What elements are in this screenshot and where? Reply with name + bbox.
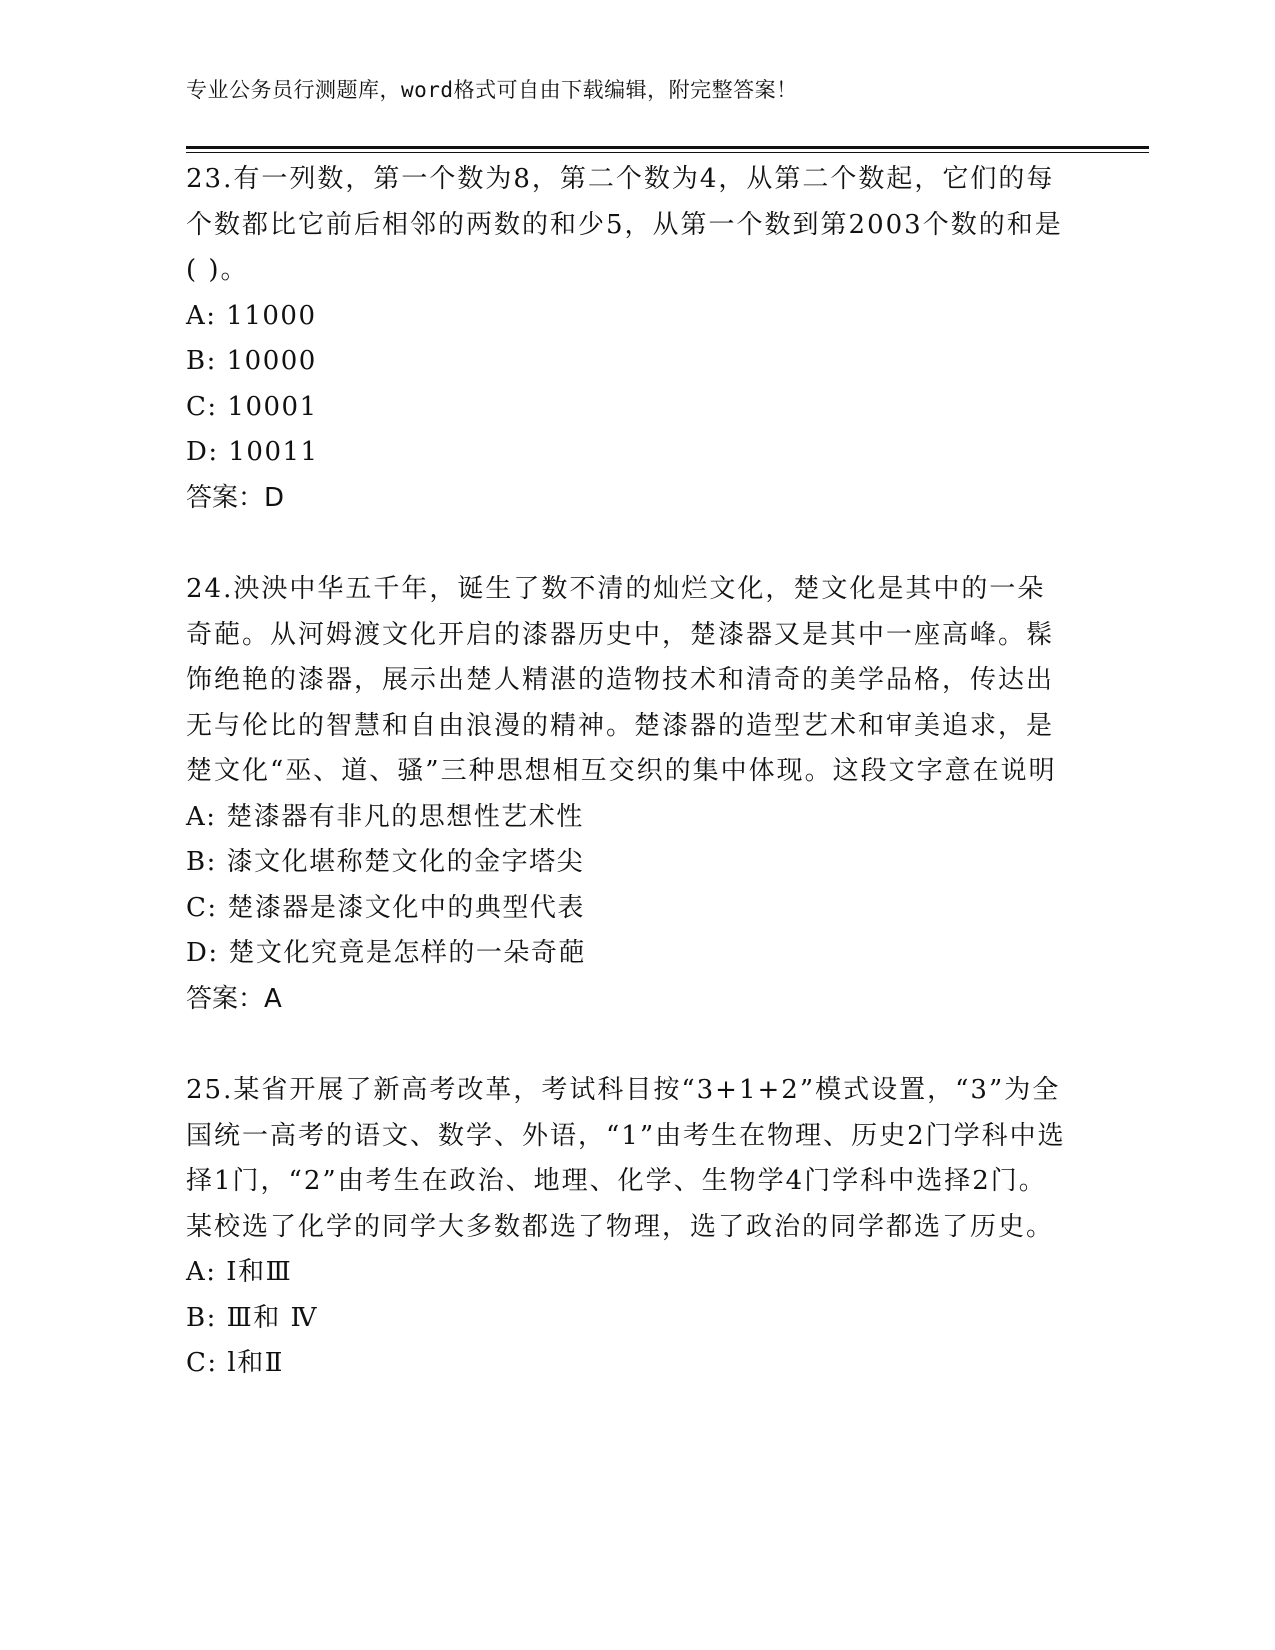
question-23 (186, 157, 1066, 521)
question-text: 23.有一列数，第一个数为8，第二个数为4，从第二个数起，它们的每个数都比它前后相邻的两数的和少5，从第一个数到第2003个数的和是( )。 (186, 164, 1063, 285)
option-c: C: l和Ⅱ (186, 1348, 284, 1378)
question-24 (186, 567, 1066, 1022)
header-rule-thin (186, 152, 1149, 153)
option-c: C: 10001 (186, 391, 318, 422)
option-a: A: 楚漆器有非凡的思想性艺术性 (186, 801, 584, 832)
answer: 答案：D (186, 482, 285, 513)
option-b: B: Ⅲ和 Ⅳ (186, 1302, 318, 1333)
question-list (186, 157, 1066, 1387)
question-25 (186, 1068, 1066, 1387)
question-text: 25.某省开展了新高考改革，考试科目按“3+1+2”模式设置，“3”为全国统一高考的语文、数学、外语，“1”由考生在物理、历史2门学科中选择1门，“2”由考生在政治、地理、化学、生物学4门学科中选择2门。某校选了化学的同学大多数都选了物理，选了政治的同学都选了历史。 (186, 1075, 1066, 1242)
option-d: D: 楚文化究竟是怎样的一朵奇葩 (186, 938, 586, 968)
option-b: B: 漆文化堪称楚文化的金字塔尖 (186, 847, 585, 877)
option-a: A: Ⅰ和Ⅲ (186, 1257, 293, 1287)
header-rule-thick (186, 146, 1149, 149)
option-c: C: 楚漆器是漆文化中的典型代表 (186, 892, 585, 923)
question-text: 24.泱泱中华五千年，诞生了数不清的灿烂文化，楚文化是其中的一朵奇葩。从河姆渡文化开启的漆器历史中，楚漆器又是其中一座高峰。髹饰绝艳的漆器，展示出楚人精湛的造物技术和清奇的美学品格，传达出无与伦比的智慧和自由浪漫的精神。楚漆器的造型艺术和审美追求，是楚文化“巫、道、骚”三种思想相互交织的集中体现。这段文字意在说明 (186, 574, 1057, 786)
page-header: 专业公务员行测题库，word格式可自由下载编辑，附完整答案！ (186, 78, 798, 102)
answer: 答案：A (186, 983, 282, 1014)
option-a: A: 11000 (186, 300, 317, 331)
option-d: D: 10011 (186, 437, 319, 467)
option-b: B: 10000 (186, 346, 317, 376)
